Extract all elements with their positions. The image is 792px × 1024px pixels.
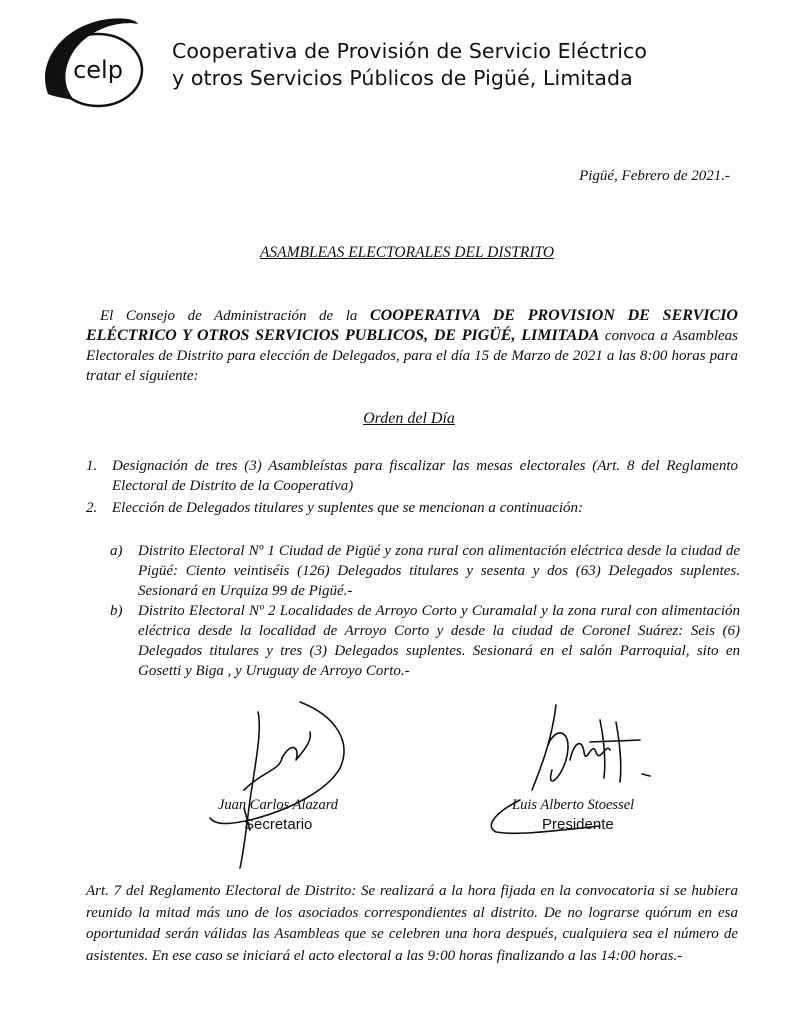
intro-text-2: convoca a Asambleas Electorales de Distrito para elección de Delegados, para el día 15 de Marzo de 2021 a las 8:00 horas para tratar el siguiente: [86, 328, 738, 384]
document-date: Pigüé, Febrero de 2021.- [579, 168, 730, 184]
district-letter: b) [110, 603, 123, 619]
document-title: ASAMBLEAS ELECTORALES DEL DISTRITO [259, 244, 555, 261]
signer-role: Presidente [542, 816, 614, 833]
intro-paragraph [86, 306, 738, 386]
item-number: 1. [86, 458, 98, 474]
district-letter: a) [110, 543, 123, 559]
agenda-list [86, 456, 738, 518]
signer-role: Secretario [244, 816, 313, 833]
district-text: Distrito Electoral Nº 1 Ciudad de Pigüé y zona rural con alimentación eléctrica desde la ciudad de Pigüé: Ciento veintiséis (126) Delegados titulares y sesenta y dos (63) Delegados suplentes. Sesionará en Urquiza 99 de Pigüé.- [138, 543, 740, 599]
district-item [110, 601, 740, 681]
signer-name: Juan Carlos Alazard [218, 797, 339, 813]
regulation-footnote: Art. 7 del Reglamento Electoral de Distrito: Se realizará a la hora fijada en la convocatoria si se hubiera reunido la mitad más uno de los asociados correspondientes al distrito. De no lograrse quórum en esa oportunidad serán válidas las Asambleas que se celebren una hora después, cualquiera sea el número de asistentes. En ese caso se iniciará el acto electoral a las 9:00 horas finalizando a las 14:00 horas.- [86, 883, 738, 964]
item-text: Designación de tres (3) Asambleístas para fiscalizar las mesas electorales (Art. 8 del Reglamento Electoral de Distrito de la Cooperativa) [112, 458, 738, 494]
district-item [110, 541, 740, 601]
agenda-item [86, 498, 738, 518]
item-number: 2. [86, 500, 98, 516]
district-list [110, 541, 740, 681]
intro-text-1: El Consejo de Administración de la [100, 308, 370, 324]
president-signature [512, 797, 634, 833]
org-name-line1: Cooperativa de Provisión de Servicio Eléctrico [172, 39, 648, 63]
cooperative-name: COOPERATIVA DE PROVISION DE SERVICIO ELÉCTRICO Y OTROS SERVICIOS PUBLICOS, DE PIGÜÉ, LIMITADA [86, 307, 738, 344]
district-text: Distrito Electoral Nº 2 Localidades de Arroyo Corto y Curamalal y la zona rural con alimentación eléctrica desde la localidad de Arroyo Corto y desde la ciudad de Coronel Suárez: Seis (6) Delegados titulares y tres (3) Delegados suplentes. Sesionará en el salón Parroquial, sito en Gosetti y Biga , y Uruguay de Arroyo Corto.- [138, 603, 740, 679]
agenda-item [86, 456, 738, 496]
org-name-line2: y otros Servicios Públicos de Pigüé, Limitada [172, 66, 633, 90]
organization-name [172, 38, 647, 92]
item-text: Elección de Delegados titulares y suplentes que se mencionan a continuación: [112, 500, 583, 516]
secretary-signature-mark [210, 702, 344, 868]
secretary-signature [218, 797, 338, 833]
logo-text: celp [73, 56, 123, 84]
agenda-title: Orden del Día [363, 410, 455, 427]
signer-name: Luis Alberto Stoessel [512, 797, 635, 813]
celp-logo [28, 14, 153, 126]
